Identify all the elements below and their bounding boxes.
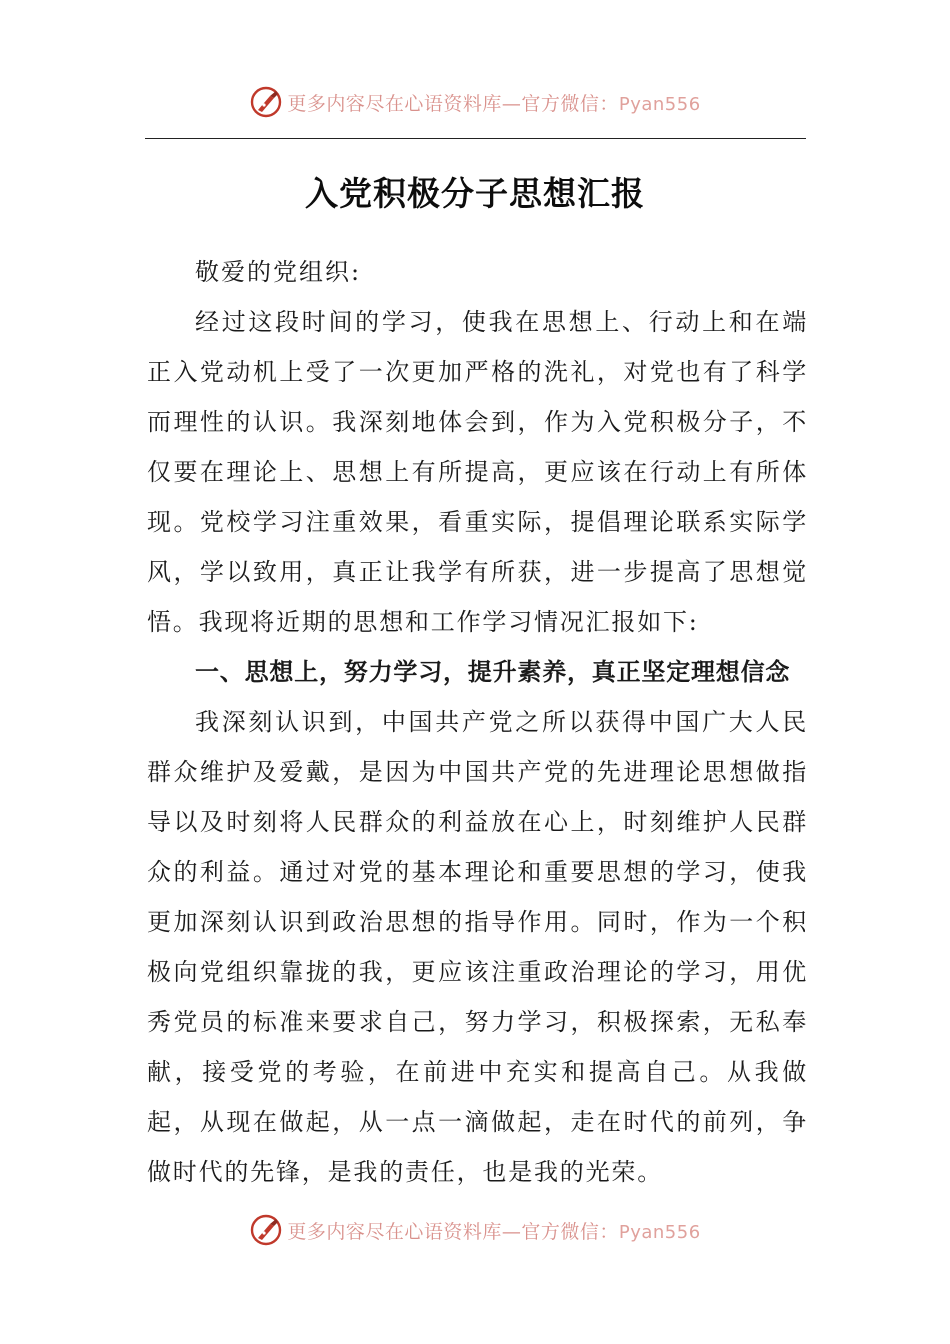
header-banner-prefix: 更多内容尽在心语资料库—官方微信： bbox=[287, 92, 619, 115]
header-wechat-id: Pyan556 bbox=[618, 93, 701, 115]
footer-banner bbox=[0, 1208, 950, 1252]
section-heading: 一、思想上，努力学习，提升素养，真正坚定理想信念 bbox=[195, 658, 791, 686]
pen-nib-logo-icon bbox=[249, 1213, 283, 1247]
pen-nib-logo-icon bbox=[249, 85, 283, 119]
paragraph-intro: 经过这段时间的学习，使我在思想上、行动上和在端正入党动机上受了一次更加严格的洗礼，对党也有了科学而理性的认识。我深刻地体会到，作为入党积极分子，不仅要在理论上、思想上有所提高，更应该在行动上有所体现。党校学习注重效果，看重实际，提倡理论联系实际学风，学以致用，真正让我学有所获，进一步提高了思想觉悟。我现将近期的思想和工作学习情况汇报如下: bbox=[147, 308, 808, 636]
header-banner-text bbox=[287, 89, 700, 116]
footer-wechat-id: Pyan556 bbox=[618, 1221, 701, 1243]
header-banner bbox=[0, 80, 950, 124]
paragraph-section-one: 我深刻认识到，中国共产党之所以获得中国广大人民群众维护及爱戴，是因为中国共产党的先进理论思想做指导以及时刻将人民群众的利益放在心上，时刻维护人民群众的利益。通过对党的基本理论和重要思想的学习，使我更加深刻认识到政治思想的指导作用。同时，作为一个积极向党组织靠拢的我，更应该注重政治理论的学习，用优秀党员的标准来要求自己，努力学习，积极探索，无私奉献，接受党的考验，在前进中充实和提高自己。从我做起，从现在做起，从一点一滴做起，走在时代的前列，争做时代的先锋，是我的责任，也是我的光荣。 bbox=[147, 708, 808, 1186]
header-divider bbox=[145, 138, 806, 139]
document-body bbox=[147, 247, 808, 1197]
footer-banner-prefix: 更多内容尽在心语资料库—官方微信： bbox=[287, 1220, 619, 1243]
salutation: 敬爱的党组织: bbox=[195, 258, 362, 286]
document-title: 入党积极分子思想汇报 bbox=[305, 174, 645, 213]
footer-banner-text bbox=[287, 1217, 700, 1244]
